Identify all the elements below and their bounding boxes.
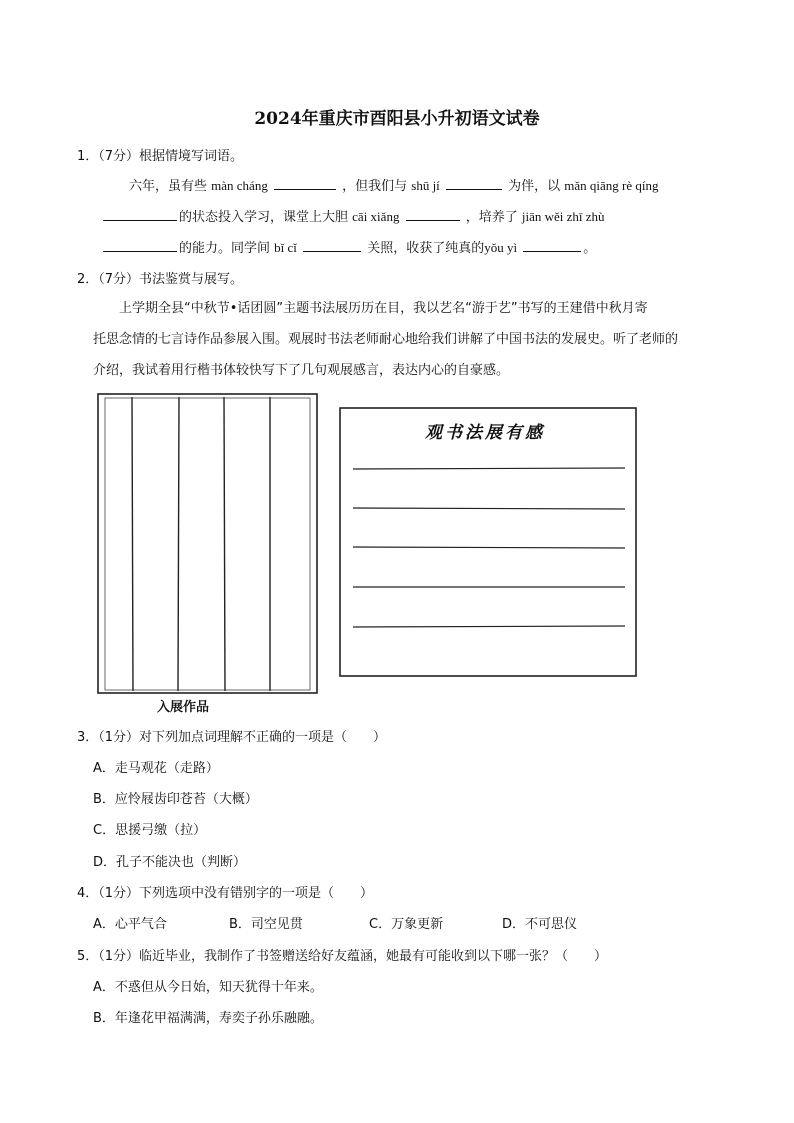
- pinyin-man-qiang-re-qing: mǎn qiāng rè qíng: [564, 178, 659, 193]
- question-3-option-b[interactable]: B．应怜屐齿印苍苔（大概）: [93, 792, 258, 807]
- question-1-line-1: 六年，虽有些 màn cháng ，但我们与 shū jí 为伴，以 mǎn qiāng rè qíng: [129, 178, 659, 194]
- question-3-option-c[interactable]: C．思援弓缴（拉）: [93, 823, 207, 838]
- artwork-caption: 入展作品: [157, 700, 210, 715]
- question-2-paragraph-line-2: 托思念情的七言诗作品参展入围。观展时书法老师耐心地给我们讲解了中国书法的发展史。听了老师的: [93, 332, 679, 347]
- reflection-card: [339, 407, 637, 677]
- page-title: 2024年重庆市酉阳县小升初语文试卷: [254, 109, 540, 129]
- question-1-line-2: 的状态投入学习，课堂上大胆 cāi xiǎng ，培养了 jiān wěi zhī zhù: [101, 206, 605, 225]
- question-5-option-b[interactable]: B．年逢花甲福满满，寿奕子孙乐融融。: [93, 1011, 323, 1026]
- answer-blank[interactable]: [103, 239, 177, 252]
- question-2-stem: 2．（7分）书法鉴赏与展写。: [77, 272, 244, 287]
- question-3-option-d[interactable]: D．孔子不能决也（判断）: [93, 855, 247, 870]
- question-3-option-a[interactable]: A．走马观花（走路）: [93, 761, 219, 776]
- question-2-paragraph-line-3: 介绍，我试着用行楷书体较快写下了几句观展感言，表达内心的自豪感。: [93, 363, 510, 378]
- question-4-stem: 4．（1分）下列选项中没有错别字的一项是（ ）: [77, 886, 374, 901]
- answer-blank[interactable]: [303, 239, 361, 252]
- question-4-option-a[interactable]: A．心平气合: [93, 917, 167, 932]
- pinyin-bi-ci: bǐ cǐ: [274, 240, 297, 255]
- pinyin-man-chang: màn cháng: [211, 178, 268, 193]
- answer-blank[interactable]: [523, 239, 581, 252]
- answer-blank[interactable]: [274, 177, 336, 190]
- answer-blank[interactable]: [446, 177, 502, 190]
- calligraphy-artwork-frame: [97, 393, 318, 695]
- question-5-stem: 5．（1分）临近毕业，我制作了书签赠送给好友蕴涵，她最有可能收到以下哪一张？（ ）: [77, 949, 608, 964]
- answer-blank[interactable]: [406, 208, 460, 221]
- question-1-stem: 1．（7分）根据情境写词语。: [77, 149, 244, 164]
- question-3-stem: 3．（1分）对下列加点词理解不正确的一项是（ ）: [77, 730, 387, 745]
- card-title: 观书法展有感: [425, 423, 545, 443]
- answer-blank[interactable]: [103, 208, 177, 221]
- question-4-option-b[interactable]: B．司空见贯: [229, 917, 303, 932]
- question-1-line-3: 的能力。同学间 bǐ cǐ 关照，收获了纯真的yǒu yì 。: [101, 237, 596, 256]
- pinyin-you-yi: yǒu yì: [484, 240, 518, 255]
- question-2-paragraph-line-1: 上学期全县“中秋节•话团圆”主题书法展历历在目，我以艺名“游于艺”书写的王建借中秋月寄: [119, 301, 648, 316]
- pinyin-cai-xiang: cāi xiǎng: [352, 209, 400, 224]
- question-4-option-c[interactable]: C．万象更新: [369, 917, 444, 932]
- pinyin-shu-ji: shū jí: [411, 178, 440, 193]
- question-5-option-a[interactable]: A．不惑但从今日始，知天犹得十年来。: [93, 980, 323, 995]
- question-4-option-d[interactable]: D．不可思仪: [502, 917, 578, 932]
- pinyin-jian-wei-zhi-zhu: jiān wěi zhī zhù: [521, 209, 605, 224]
